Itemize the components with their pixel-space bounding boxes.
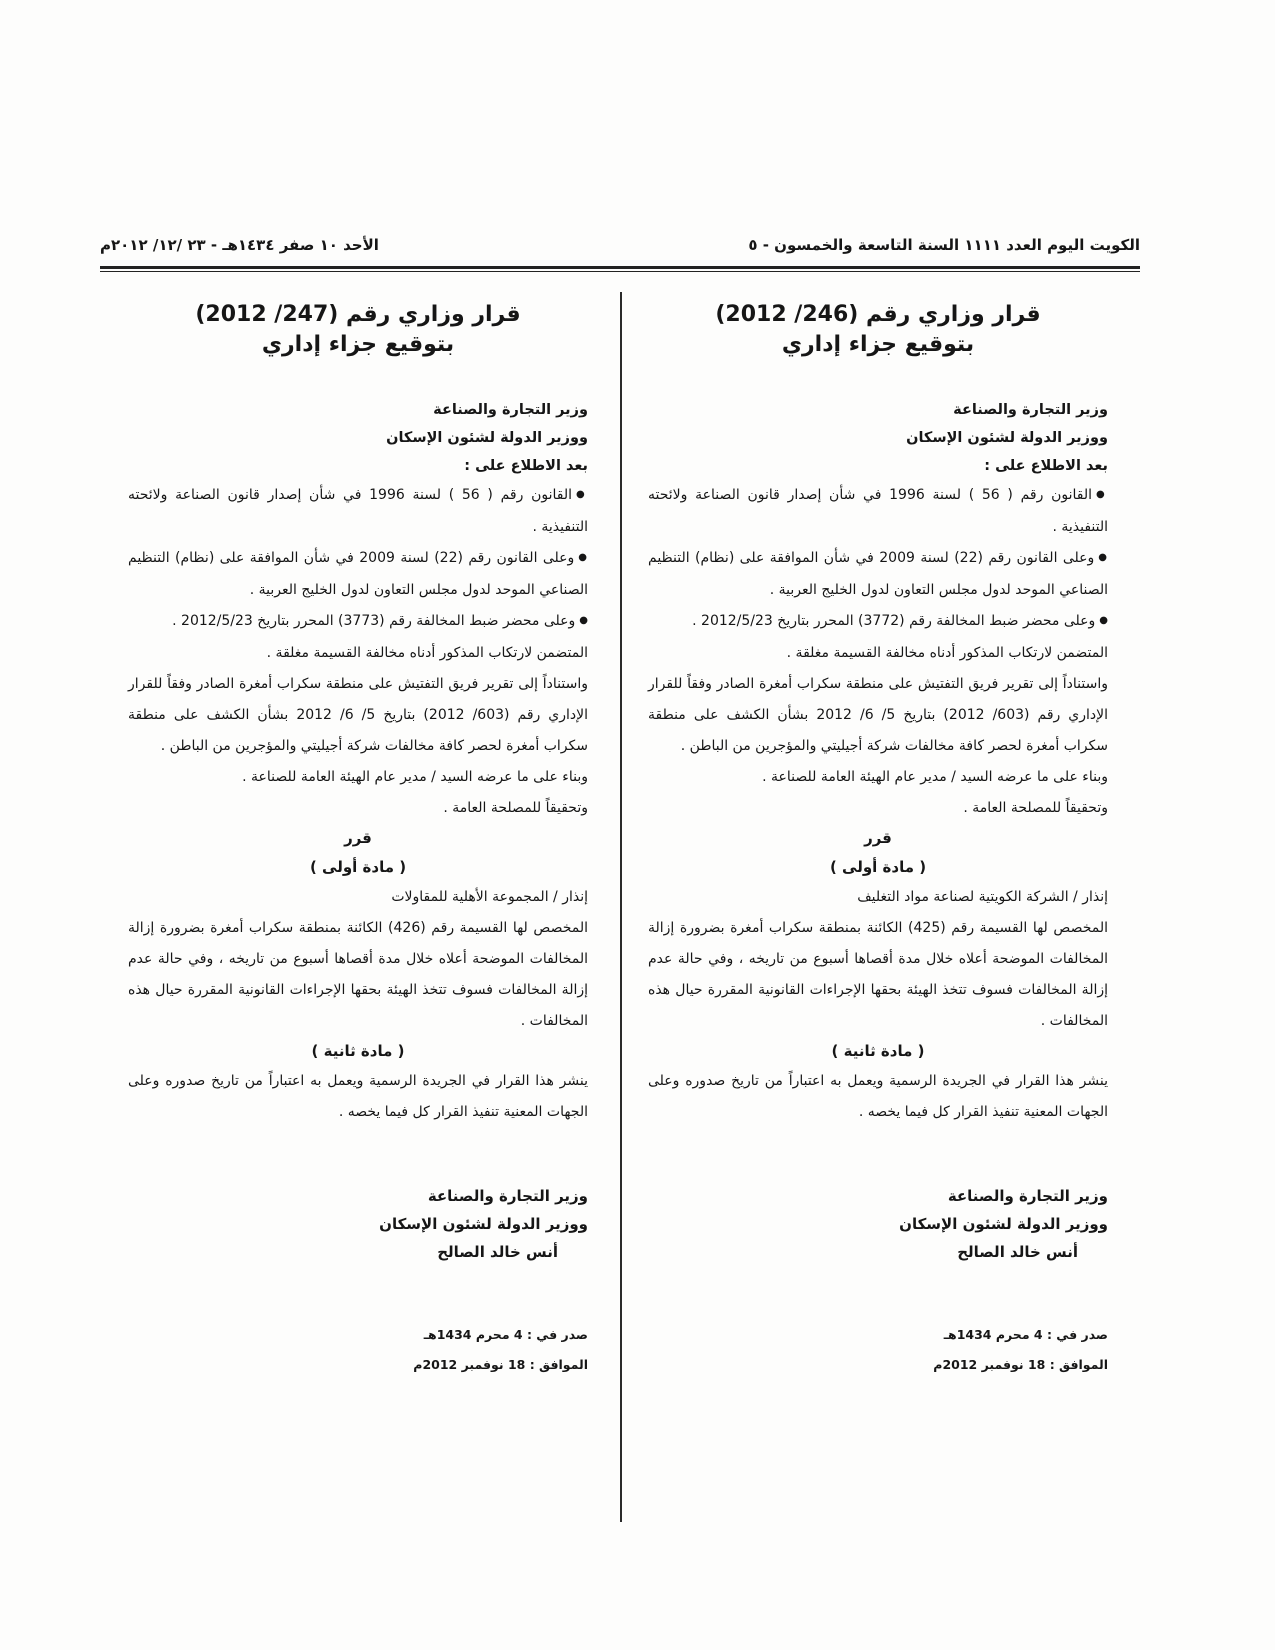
corresponding-date: الموافق : 18 نوفمبر 2012م — [933, 1357, 1108, 1372]
law-2-text: وعلى القانون رقم (22) لسنة 2009 في شأن الموافقة على (نظام) التنظيم الصناعي الموحد لدول مجلس التعاون لدول الخليج العربية . — [648, 550, 1108, 598]
plot-text: المخصص لها القسيمة رقم (426) الكائنة بمنطقة سكراب أمغرة بضرورة إزالة المخالفات الموضحة أعلاه خلال مدة أقصاها أسبوع من تاريخه ، وفي حالة عدم إزالة المخالفات فسوف تتخذ الهيئة بحقها الإجراءات القانونية المقررة حيال هذه المخالفات . — [128, 920, 588, 1029]
minister-line-1: وزير التجارة والصناعة — [953, 402, 1108, 418]
law-2-text: وعلى القانون رقم (22) لسنة 2009 في شأن الموافقة على (نظام) التنظيم الصناعي الموحد لدول مجلس التعاون لدول الخليج العربية . — [128, 550, 588, 598]
record-text: وعلى محضر ضبط المخالفة رقم (3772) المحرر بتاريخ 2012/5/23 . — [692, 613, 1096, 629]
bullet-icon — [1095, 611, 1108, 627]
signature-title-2: ووزير الدولة لشئون الإسكان — [899, 1215, 1108, 1233]
article-1-heading: ( مادة أولى ) — [829, 858, 927, 876]
minister-line-2: ووزير الدولة لشئون الإسكان — [906, 430, 1108, 446]
inspection-text: واستناداً إلى تقرير فريق التفتيش على منطقة سكراب أمغرة الصادر وفقاً للقرار الإداري رقم (603/ 2012) بتاريخ 5/ 6/ 2012 بشأن الكشف على منطقة سكراب أمغرة لحصر كافة مخالفات شركة أجيليتي والمؤجرين من الباطن . — [128, 676, 589, 754]
law-1 — [648, 480, 1108, 543]
inspection-text: واستناداً إلى تقرير فريق التفتيش على منطقة سكراب أمغرة الصادر وفقاً للقرار الإداري رقم (603/ 2012) بتاريخ 5/ 6/ 2012 بشأن الكشف على منطقة سكراب أمغرة لحصر كافة مخالفات شركة أجيليتي والمؤجرين من الباطن . — [648, 676, 1109, 754]
interest-text: وتحقيقاً للمصلحة العامة . — [443, 800, 588, 816]
corresponding-date: الموافق : 18 نوفمبر 2012م — [413, 1357, 588, 1372]
law-1 — [128, 480, 588, 543]
gazette-issue-header: الكويت اليوم العدد ١١١١ السنة التاسعة والخمسون - ٥ — [748, 236, 1140, 254]
header-rule — [100, 266, 1140, 269]
page-header — [100, 236, 1140, 266]
decided-heading: قرر — [864, 829, 892, 847]
minister-line-1: وزير التجارة والصناعة — [433, 402, 588, 418]
article-1-heading: ( مادة أولى ) — [309, 858, 407, 876]
warning-text: إنذار / الشركة الكويتية لصناعة مواد التغليف — [857, 889, 1108, 905]
decided-heading: قرر — [344, 829, 372, 847]
decree-247-column — [128, 300, 588, 1380]
signature-title-1: وزير التجارة والصناعة — [947, 1187, 1108, 1205]
signature-title-2: ووزير الدولة لشئون الإسكان — [379, 1215, 588, 1233]
issued-date: صدر في : 4 محرم 1434هـ — [423, 1327, 588, 1342]
signature-block — [128, 1182, 588, 1266]
decree-title: قرار وزاري رقم (246/ 2012) — [715, 302, 1041, 327]
signature-title-1: وزير التجارة والصناعة — [427, 1187, 588, 1205]
violation-record — [128, 606, 588, 638]
header-rule-thin — [100, 271, 1140, 272]
violation-text: المتضمن لارتكاب المذكور أدناه مخالفة القسيمة مغلقة . — [786, 645, 1108, 661]
bullet-icon — [574, 548, 588, 564]
law-1-text: القانون رقم ( 56 ) لسنة 1996 في شأن إصدار قانون الصناعة ولائحته التنفيذية . — [128, 487, 588, 535]
article-2-heading: ( مادة ثانية ) — [831, 1042, 925, 1060]
column-divider — [620, 292, 622, 1522]
record-text: وعلى محضر ضبط المخالفة رقم (3773) المحرر بتاريخ 2012/5/23 . — [172, 613, 576, 629]
decree-title: قرار وزاري رقم (247/ 2012) — [195, 302, 521, 327]
bullet-icon — [575, 611, 588, 627]
issue-date-block — [648, 1320, 1108, 1380]
bullet-icon — [1092, 485, 1108, 501]
signature-block — [648, 1182, 1108, 1266]
gazette-date-header: الأحد ١٠ صفر ١٤٣٤هـ - ٢٣ /١٢/ ٢٠١٢م — [100, 236, 379, 254]
issue-date-block — [128, 1320, 588, 1380]
decree-subtitle: بتوقيع جزاء إداري — [261, 332, 455, 357]
bullet-icon — [1094, 548, 1108, 564]
violation-text: المتضمن لارتكاب المذكور أدناه مخالفة القسيمة مغلقة . — [266, 645, 588, 661]
law-1-text: القانون رقم ( 56 ) لسنة 1996 في شأن إصدار قانون الصناعة ولائحته التنفيذية . — [648, 487, 1108, 535]
plot-text: المخصص لها القسيمة رقم (425) الكائنة بمنطقة سكراب أمغرة بضرورة إزالة المخالفات الموضحة أعلاه خلال مدة أقصاها أسبوع من تاريخه ، وفي حالة عدم إزالة المخالفات فسوف تتخذ الهيئة بحقها الإجراءات القانونية المقررة حيال هذه المخالفات . — [648, 920, 1108, 1029]
decree-subtitle: بتوقيع جزاء إداري — [781, 332, 975, 357]
law-2 — [648, 543, 1108, 606]
article-2-heading: ( مادة ثانية ) — [311, 1042, 405, 1060]
bullet-icon — [572, 485, 588, 501]
warning-text: إنذار / المجموعة الأهلية للمقاولات — [391, 889, 588, 905]
signature-name: أنس خالد الصالح — [957, 1243, 1078, 1261]
violation-record — [648, 606, 1108, 638]
interest-text: وتحقيقاً للمصلحة العامة . — [963, 800, 1108, 816]
law-2 — [128, 543, 588, 606]
publish-text: ينشر هذا القرار في الجريدة الرسمية ويعمل به اعتباراً من تاريخ صدوره وعلى الجهات المعنية تنفيذ القرار كل فيما يخصه . — [128, 1073, 588, 1120]
proposal-text: وبناء على ما عرضه السيد / مدير عام الهيئة العامة للصناعة . — [762, 769, 1108, 785]
decree-246-column — [648, 300, 1108, 1380]
after-review: بعد الاطلاع على : — [464, 458, 588, 474]
issued-date: صدر في : 4 محرم 1434هـ — [943, 1327, 1108, 1342]
signature-name: أنس خالد الصالح — [437, 1243, 558, 1261]
proposal-text: وبناء على ما عرضه السيد / مدير عام الهيئة العامة للصناعة . — [242, 769, 588, 785]
publish-text: ينشر هذا القرار في الجريدة الرسمية ويعمل به اعتباراً من تاريخ صدوره وعلى الجهات المعنية تنفيذ القرار كل فيما يخصه . — [648, 1073, 1108, 1120]
minister-line-2: ووزير الدولة لشئون الإسكان — [386, 430, 588, 446]
after-review: بعد الاطلاع على : — [984, 458, 1108, 474]
